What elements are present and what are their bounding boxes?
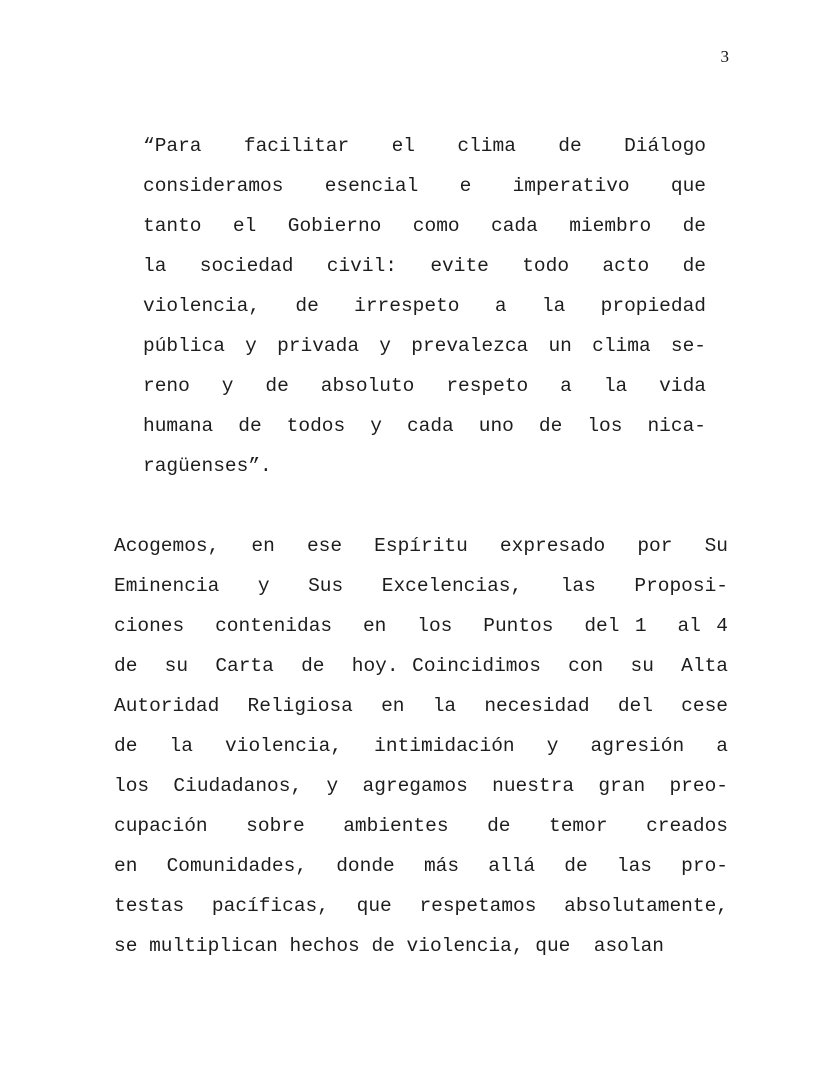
- quotation-line: humana de todos y cada uno de los nica-: [143, 415, 706, 437]
- paragraph-line: testas pacíficas, que respetamos absolutamente,: [114, 895, 728, 917]
- quotation-block: [143, 126, 706, 486]
- paragraph-line: se multiplican hechos de violencia, que asolan: [114, 935, 664, 957]
- paragraph-line: Autoridad Religiosa en la necesidad del cese: [114, 695, 728, 717]
- quotation-line: tanto el Gobierno como cada miembro de: [143, 215, 706, 237]
- paragraph-line: Eminencia y Sus Excelencias, las Proposi-: [114, 575, 728, 597]
- quotation-line: “Para facilitar el clima de Diálogo: [143, 135, 706, 157]
- quotation-line: violencia, de irrespeto a la propiedad: [143, 295, 706, 317]
- quotation-line: reno y de absoluto respeto a la vida: [143, 375, 706, 397]
- paragraph-line: los Ciudadanos, y agregamos nuestra gran preo-: [114, 775, 728, 797]
- quotation-line: pública y privada y prevalezca un clima se-: [143, 335, 706, 357]
- quotation-line: consideramos esencial e imperativo que: [143, 175, 706, 197]
- paragraph-line: Acogemos, en ese Espíritu expresado por Su: [114, 535, 728, 557]
- quotation-line: la sociedad civil: evite todo acto de: [143, 255, 706, 277]
- body-paragraph: [114, 526, 728, 966]
- page-number: 3: [720, 47, 729, 66]
- paragraph-line: de su Carta de hoy. Coincidimos con su Alta: [114, 655, 728, 677]
- paragraph-line: en Comunidades, donde más allá de las pro-: [114, 855, 728, 877]
- quotation-line: ragüenses”.: [143, 455, 272, 477]
- paragraph-line: de la violencia, intimidación y agresión a: [114, 735, 728, 757]
- paragraph-line: ciones contenidas en los Puntos del 1 al 4: [114, 615, 728, 637]
- paragraph-line: cupación sobre ambientes de temor creados: [114, 815, 728, 837]
